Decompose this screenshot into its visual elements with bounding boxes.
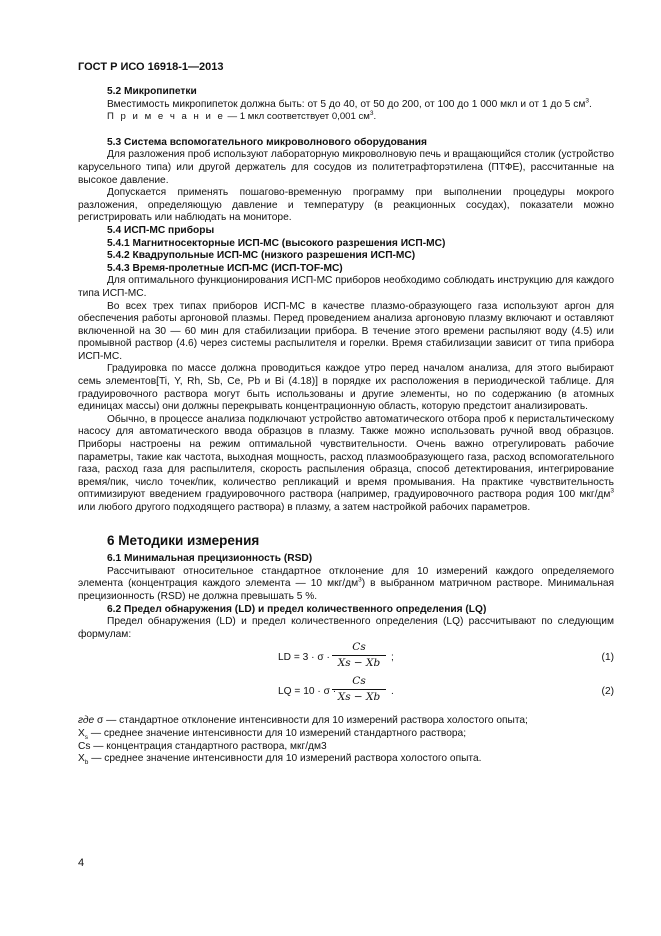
section-5-4-1-heading: 5.4.1 Магнитносекторные ИСП-МС (высокого разрешения ИСП-МС)	[107, 237, 446, 249]
section-5-2-heading: 5.2 Микропипетки	[107, 86, 197, 97]
section-5-2-note: П р и м е ч а н и е — 1 мкл соответствует 0,001 $см^3$.	[107, 110, 377, 123]
formula-lq-punct: .	[391, 686, 394, 698]
formula-ld-number: (1)	[601, 652, 614, 664]
formula-lq-number: (2)	[601, 686, 614, 698]
formula-lq-numerator: Cs	[332, 675, 386, 690]
definition-xs: $X_s$ — среднее значение интенсивности для 10 измерений стандартного раствора;	[78, 727, 467, 741]
definition-cs: Cs — концентрация стандартного раствора, мкг/дм3	[78, 740, 327, 752]
definition-xb: $X_b$ — среднее значение интенсивности для 10 измерений раствора холостого опыта.	[78, 753, 482, 767]
definition-sigma: где σ — стандартное отклонение интенсивности для 10 измерений раствора холостого опыта;	[78, 715, 528, 727]
formula-ld-denominator: Xs − Xb	[337, 656, 381, 669]
formula-lq	[78, 675, 614, 709]
formula-lq-denominator: Xs − Xb	[337, 690, 381, 703]
formula-ld-fraction	[332, 641, 386, 669]
section-5-4-heading: 5.4 ИСП-МС приборы	[107, 224, 215, 236]
formula-lq-fraction	[332, 675, 386, 703]
section-5-3-paragraph-1: Для разложения проб используют лабораторную микроволновую печь и вращающийся столик (устройство карусельного типа) или другой держатель для сосудов из политетрафторэтилена (ПТФЕ), рассчитанные на высокое давление.	[78, 149, 614, 186]
formula-ld-numerator: Cs	[332, 641, 386, 656]
formula-definitions	[78, 715, 614, 765]
section-5-2-text: Вместимость микропипеток должна быть: от 5 до 40, от 50 до 200, от 100 до 1 000 мкл и от 1 до 5 $см^3$.	[107, 97, 592, 110]
section-6-1-heading: 6.1 Минимальная прецизионность (RSD)	[107, 553, 313, 565]
section-5-4-paragraph-4: Обычно, в процессе анализа подключают устройство автоматического отбора проб к перистальтическому насосу для автоматического ввода образцов в плазму. Также можно использовать ручной ввод образцов. Приборы настроены на режим оптимальной чувствительности. Очень важно отрегулировать рабочие параметры, такие как частота, выходная мощность, расход плазмообразующего газа, расход вспомогательного газа, расход газа для распылителя, скорость распыления образца, способ детектирования, интегрирование время/пик, число точек/пик, количество репликаций и время промывания. На практике чувствительность оптимизируют введением градуировочного раствора (например, градуировочного раствора родия 100 мкг/$дм^3$ или любого другого подходящего раствора) в плазму, а затем настройкой рабочих параметров.	[78, 413, 614, 513]
section-5-4-3-heading: 5.4.3 Время-пролетные ИСП-МС (ИСП-TOF-МС)	[107, 262, 343, 274]
formula-ld-lhs: LD = 3 · σ ·	[278, 652, 330, 664]
section-6-heading: 6 Методики измерения	[107, 532, 260, 548]
formula-lq-lhs: LQ = 10 · σ ·	[278, 686, 337, 698]
section-5-3-paragraph-2: Допускается применять пошагово-временную программу при выполнении процедуры мокрого разложения, определяющую давление и температуру (в реакционных сосудах), показатели можно регистрировать или наблюдать на мониторе.	[78, 187, 614, 224]
document-body	[78, 86, 614, 766]
section-6-1-paragraph: Рассчитывают относительное стандартное отклонение для 10 измерений каждого определяемого элемента (концентрация каждого элемента — 10 мкг/$дм^3$) в выбранном матричном растворе. Минимальная прецизионность (RSD) не должна превышать 5 %.	[78, 565, 615, 602]
section-5-4-paragraph-1: Для оптимального функционирования ИСП-МС приборов необходимо соблюдать инструкцию для каждого типа ИСП-МС.	[78, 275, 614, 299]
section-6-2-heading: 6.2 Предел обнаружения (LD) и предел количественного определения (LQ)	[107, 603, 487, 615]
page-number: 4	[78, 857, 85, 869]
section-6-2-paragraph: Предел обнаружения (LD) и предел количественного определения (LQ) рассчитывают по следующим формулам:	[78, 616, 614, 640]
section-5-4-paragraph-3: Градуировка по массе должна проводиться каждое утро перед началом анализа, для этого выбирают семь элементов[Ti, Y, Rh, Sb, Ce, Pb и Bi (4.18)] в порядке их расположения в периодической таблице. Для градуировочного раствора могут быть использованы и другие элементы, но по содержанию (в атомных единицах массы) они должны перекрывать концентрационную область, которую предстоит анализировать.	[78, 363, 614, 413]
formula-ld	[78, 641, 614, 675]
formula-ld-punct: ;	[391, 652, 394, 664]
section-5-4-2-heading: 5.4.2 Квадрупольные ИСП-МС (низкого разрешения ИСП-МС)	[107, 250, 416, 262]
section-5-4-paragraph-2: Во всех трех типах приборов ИСП-МС в качестве плазмо-образующего газа используют аргон для обеспечения работы аргоновой плазмы. Перед проведением анализа аргоновую плазму включают и оставляют включенной на 30 — 60 мин для стабилизации прибора. В течение этого времени распыляют воду (4.5) или промывной раствор (4.6) через системы распылителя и горелки. Время стабилизации зависит от типа прибора ИСП-МС.	[78, 300, 614, 362]
document-header: ГОСТ Р ИСО 16918-1—2013	[78, 61, 224, 73]
section-5-3-heading: 5.3 Система вспомогательного микроволнового оборудования	[107, 136, 427, 148]
